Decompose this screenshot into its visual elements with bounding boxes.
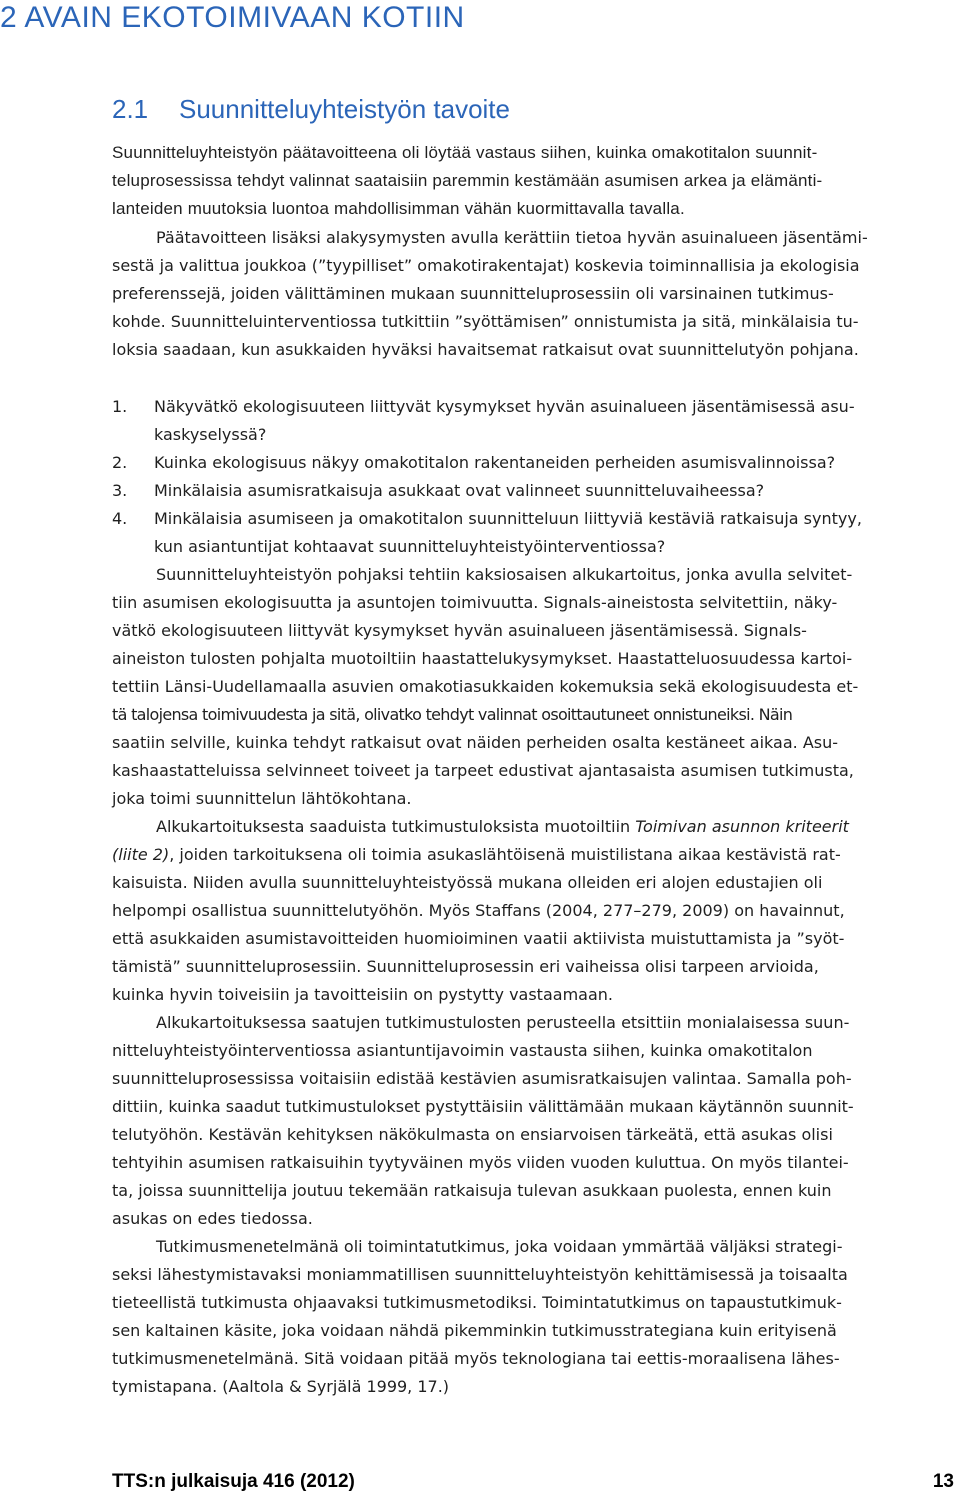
list-item-line: kaskyselyssä?	[154, 425, 267, 444]
paragraph-line: sen kaltainen käsite, joka voidaan nähdä pikemminkin tutkimusstrategiana kuin erityisenä	[112, 1321, 837, 1340]
paragraph-line: teluprosessissa tehdyt valinnat saataisiin paremmin kestämään asumisen arkea ja elämänti-	[112, 171, 823, 190]
paragraph-line	[156, 816, 849, 838]
list-item-number: 4.	[112, 509, 128, 528]
text-run: , joiden tarkoituksena oli toimia asukaslähtöisenä muistilistana aikaa kestävistä rat-	[169, 845, 841, 864]
paragraph-line: Suunnitteluyhteistyön päätavoitteena oli löytää vastaus siihen, kuinka omakotitalon suunnit-	[112, 143, 818, 162]
paragraph-line: saatiin selville, kuinka tehdyt ratkaisut ovat näiden perheiden osalta kestäneet aikaa. Asu-	[112, 733, 839, 752]
paragraph-line: suunnitteluprosessissa voitaisiin edistää kestävien asumisratkaisujen valintaa. Samalla poh-	[112, 1069, 852, 1088]
list-item-line: Minkälaisia asumiseen ja omakotitalon suunnitteluun liittyviä kestäviä ratkaisuja syntyy,	[154, 509, 862, 528]
paragraph-line: vätkö ekologisuuteen liittyvät kysymykset hyvän asuinalueen jäsentämisessä. Signals-	[112, 621, 807, 640]
footer-publication: TTS:n julkaisuja 416 (2012)	[112, 1471, 355, 1492]
paragraph-line: Alkukartoituksessa saatujen tutkimustulosten perusteella etsittiin monialaisessa suun-	[156, 1013, 850, 1032]
paragraph-line: tiin asumisen ekologisuutta ja asuntojen toimivuutta. Signals-aineistosta selvitettiin, näky-	[112, 593, 838, 612]
paragraph-line: että asukkaiden asumistavoitteiden huomioiminen vaatii aktiivista muistuttamista ja ”syöt-	[112, 929, 845, 948]
paragraph-line	[112, 844, 841, 866]
list-item-line: Kuinka ekologisuus näkyy omakotitalon rakentaneiden perheiden asumisvalinnoissa?	[154, 453, 836, 472]
paragraph-line: tämistä” suunnitteluprosessiin. Suunnitteluprosessin eri vaiheissa olisi tarpeen arvioida,	[112, 957, 819, 976]
text-run: Alkukartoituksesta saaduista tutkimustuloksista muotoiltiin	[156, 817, 636, 836]
section-title: Suunnitteluyhteistyön tavoite	[179, 94, 510, 124]
paragraph-line: kashaastatteluissa selvinneet toiveet ja tarpeet edustivat ajantasaista asumisen tutkimusta,	[112, 761, 854, 780]
list-item-number: 1.	[112, 397, 128, 416]
paragraph-line: tutkimusmenetelmänä. Sitä voidaan pitää myös teknologiana tai eettis-moraalisena lähes-	[112, 1349, 840, 1368]
section-number: 2.1	[112, 94, 149, 124]
section-heading	[112, 92, 632, 126]
paragraph-line: ta, joissa suunnittelija joutuu tekemään ratkaisuja tulevan asukkaan puolesta, ennen kuin	[112, 1181, 832, 1200]
paragraph-line: lanteiden muutoksia luontoa mahdollisimman vähän kuormittavalla tavalla.	[112, 199, 685, 218]
paragraph-line: Päätavoitteen lisäksi alakysymysten avulla kerättiin tietoa hyvän asuinalueen jäsentämi-	[156, 228, 868, 247]
paragraph-line: kohde. Suunnitteluinterventiossa tutkittiin ”syöttämisen” onnistumista ja sitä, minkälaisia tu-	[112, 312, 859, 331]
paragraph-line: tymistapana. (Aaltola & Syrjälä 1999, 17.)	[112, 1377, 450, 1396]
italic-title: Toimivan asunnon kriteerit	[635, 817, 849, 836]
list-item-number: 3.	[112, 481, 128, 500]
list-item-line: Minkälaisia asumisratkaisuja asukkaat ovat valinneet suunnitteluvaiheessa?	[154, 481, 765, 500]
paragraph-line: Tutkimusmenetelmänä oli toimintatutkimus, joka voidaan ymmärtää väljäksi strategi-	[156, 1237, 843, 1256]
paragraph-line: sestä ja valittua joukkoa (”tyypilliset” omakotirakentajat) koskevia toiminnallisia ja ekologisia	[112, 256, 860, 275]
paragraph-line: nitteluyhteistyöinterventiossa asiantuntijavoimin vastausta siihen, kuinka omakotitalon	[112, 1041, 813, 1060]
paragraph-line: dittiin, kuinka saadut tutkimustulokset pystyttäisiin välittämään mukaan käytännön suunnit-	[112, 1097, 854, 1116]
paragraph-line: helpompi osallistua suunnittelutyöhön. Myös Staffans (2004, 277–279, 2009) on havainnut,	[112, 901, 845, 920]
paragraph-line: tettiin Länsi-Uudellamaalla asuvien omakotiasukkaiden kokemuksia sekä ekologisuudesta et-	[112, 677, 859, 696]
paragraph-line: preferenssejä, joiden välittäminen mukaan suunnitteluprosessiin oli varsinainen tutkimus-	[112, 284, 834, 303]
paragraph-line: kaisuista. Niiden avulla suunnitteluyhteistyössä mukana olleiden eri alojen edustajien oli	[112, 873, 823, 892]
list-item-line: Näkyvätkö ekologisuuteen liittyvät kysymykset hyvän asuinalueen jäsentämisessä asu-	[154, 397, 855, 416]
italic-reference: (liite 2)	[112, 845, 170, 864]
paragraph-line: tieteellistä tutkimusta ohjaavaksi tutkimusmetodiksi. Toimintatutkimus on tapaustutkimuk-	[112, 1293, 842, 1312]
paragraph-line: seksi lähestymistavaksi moniammatillisen suunnitteluyhteistyön kehittämisessä ja toisaalta	[112, 1265, 848, 1284]
page-number: 13	[932, 1471, 954, 1492]
paragraph-line: tä talojensa toimivuudesta ja sitä, olivatko tehdyt valinnat osoittautuneet onnistuneiksi. Näin	[112, 705, 793, 724]
list-item-line: kun asiantuntijat kohtaavat suunnitteluyhteistyöinterventiossa?	[154, 537, 666, 556]
chapter-heading: 2 AVAIN EKOTOIMIVAAN KOTIIN	[0, 1, 465, 34]
paragraph-line: Suunnitteluyhteistyön pohjaksi tehtiin kaksiosaisen alkukartoitus, jonka avulla selvitet-	[156, 565, 853, 584]
paragraph-line: tehtyihin asumisen ratkaisuihin tyytyväinen myös viiden vuoden kuluttua. On myös tilantei-	[112, 1153, 849, 1172]
paragraph-line: joka toimi suunnittelun lähtökohtana.	[112, 789, 412, 808]
paragraph-line: asukas on edes tiedossa.	[112, 1209, 313, 1228]
paragraph-line: telutyöhön. Kestävän kehityksen näkökulmasta on ensiarvoisen tärkeätä, että asukas olisi	[112, 1125, 833, 1144]
list-item-number: 2.	[112, 453, 128, 472]
paragraph-line: aineiston tulosten pohjalta muotoiltiin haastattelukysymykset. Haastatteluosuudessa kartoi-	[112, 649, 853, 668]
paragraph-line: loksia saadaan, kun asukkaiden hyväksi havaitsemat ratkaisut ovat suunnittelutyön pohjana.	[112, 340, 859, 359]
paragraph-line: kuinka hyvin toiveisiin ja tavoitteisiin on pystytty vastaamaan.	[112, 985, 613, 1004]
